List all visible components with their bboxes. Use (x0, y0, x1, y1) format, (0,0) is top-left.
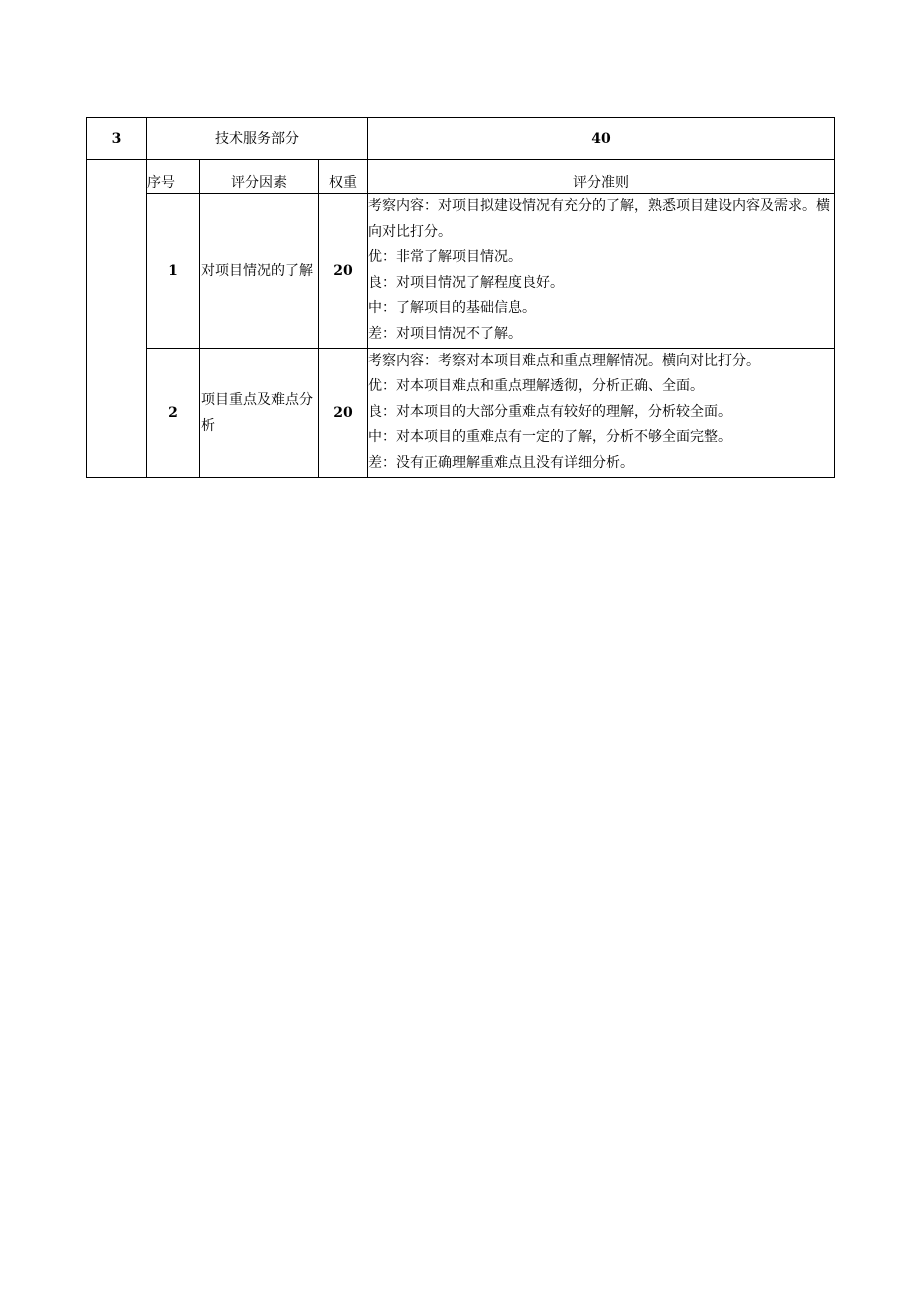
row-weight: 20 (319, 348, 368, 477)
header-seq: 序号 (147, 160, 200, 194)
section-number: 3 (87, 118, 147, 160)
section-title: 技术服务部分 (147, 118, 368, 160)
section-weight: 40 (368, 118, 835, 160)
header-criteria: 评分准则 (368, 160, 835, 194)
header-weight: 权重 (319, 160, 368, 194)
row-factor: 项目重点及难点分析 (200, 348, 319, 477)
header-factor: 评分因素 (200, 160, 319, 194)
row-factor: 对项目情况的了解 (200, 194, 319, 349)
table-row (87, 348, 835, 477)
scoring-table (86, 117, 835, 478)
criteria-line: 考察内容：对项目拟建设情况有充分的了解，熟悉项目建设内容及需求。横向对比打分。 (368, 198, 831, 240)
criteria-line: 考察内容：考察对本项目难点和重点理解情况。横向对比打分。 (368, 352, 761, 369)
row-seq: 2 (147, 348, 200, 477)
criteria-line: 中：了解项目的基础信息。 (368, 300, 537, 317)
column-header-row (87, 160, 835, 194)
criteria-line: 优：非常了解项目情况。 (368, 249, 523, 266)
row-criteria (368, 348, 835, 477)
row-seq: 1 (147, 194, 200, 349)
row-weight: 20 (319, 194, 368, 349)
table-row (87, 194, 835, 349)
criteria-line: 差：对项目情况不了解。 (368, 325, 523, 342)
criteria-line: 中：对本项目的重难点有一定的了解，分析不够全面完整。 (368, 429, 733, 446)
row-criteria (368, 194, 835, 349)
criteria-line: 良：对项目情况了解程度良好。 (368, 274, 565, 291)
criteria-line: 良：对本项目的大部分重难点有较好的理解，分析较全面。 (368, 403, 733, 420)
section-row (87, 118, 835, 160)
criteria-line: 优：对本项目难点和重点理解透彻，分析正确、全面。 (368, 378, 705, 395)
blank-section-cell (87, 160, 147, 478)
criteria-line: 差：没有正确理解重难点且没有详细分析。 (368, 454, 635, 471)
